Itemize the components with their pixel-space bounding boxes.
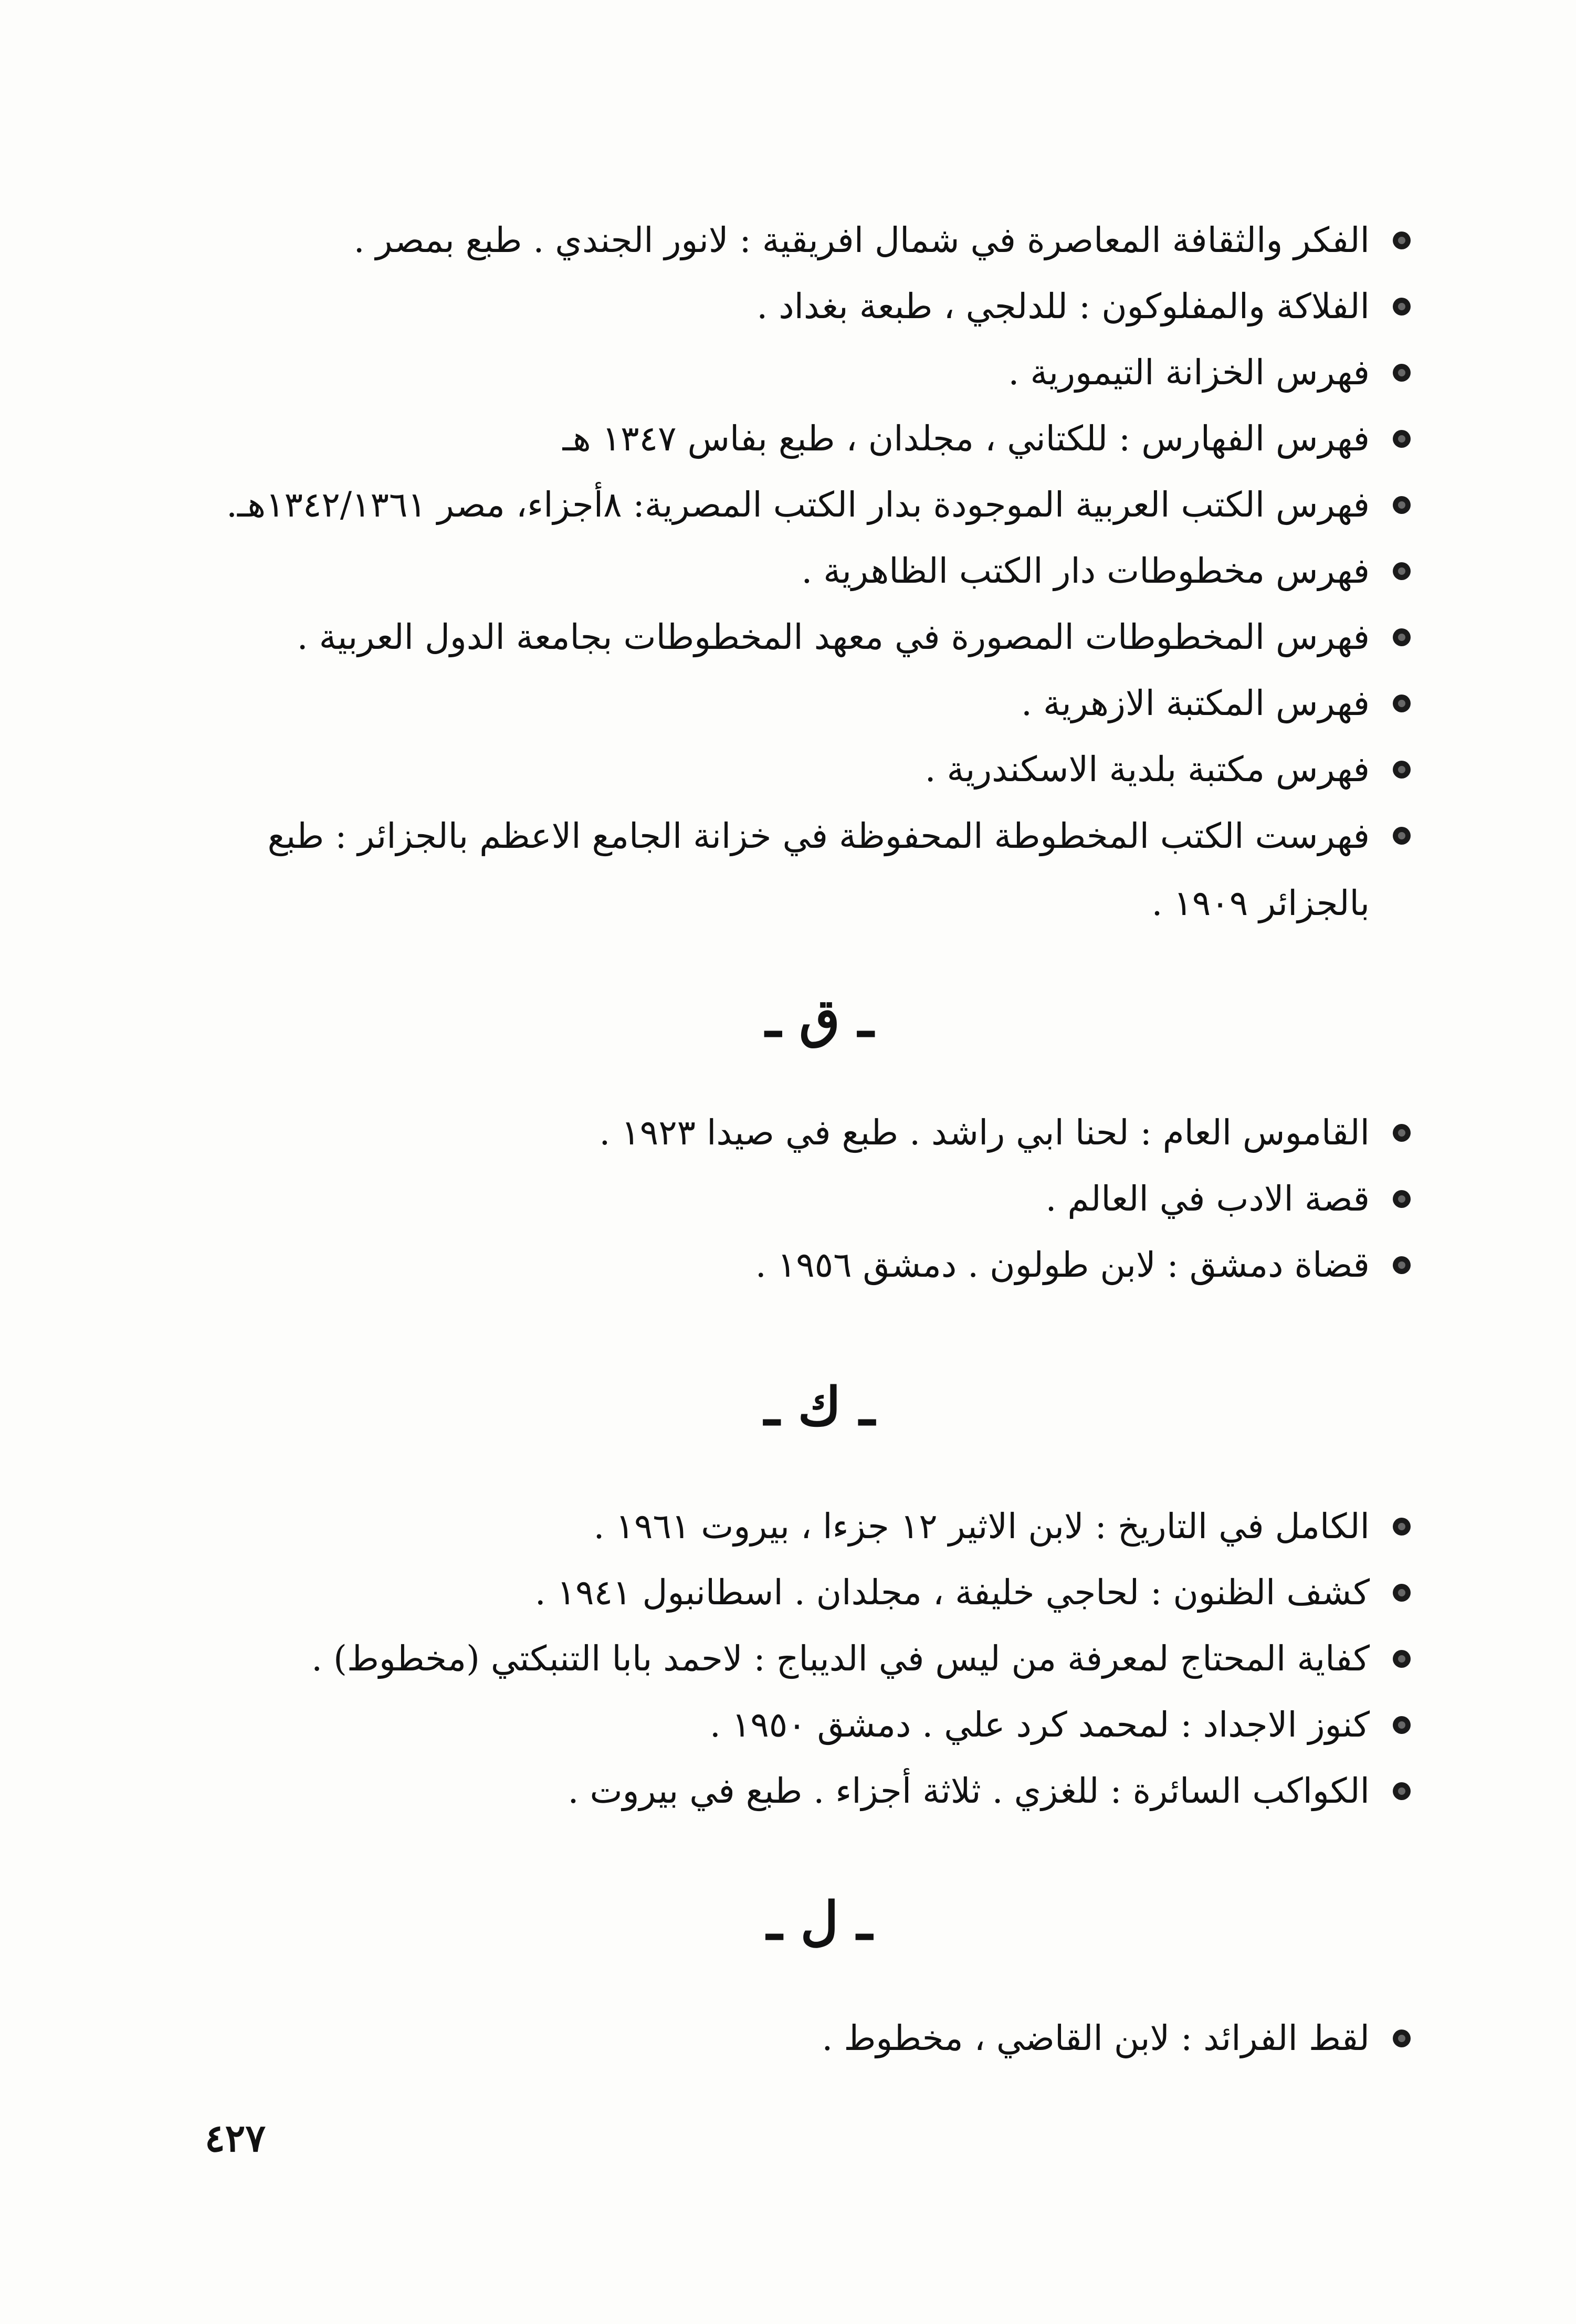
list-item: كنوز الاجداد : لمحمد كرد علي . دمشق ١٩٥٠ . [151, 1692, 1411, 1758]
section-qaf-list [151, 1100, 1411, 1298]
list-item: كفاية المحتاج لمعرفة من ليس في الديباج : لاحمد بابا التنبكتي (مخطوط) . [151, 1626, 1411, 1692]
list-item: فهرس المكتبة الازهرية . [151, 670, 1411, 737]
bullet-icon [1393, 298, 1411, 316]
list-item: قضاة دمشق : لابن طولون . دمشق ١٩٥٦ . [151, 1232, 1411, 1298]
bullet-icon [1393, 1124, 1411, 1142]
bullet-icon [1393, 1782, 1411, 1800]
list-item: فهرس الخزانة التيمورية . [151, 340, 1411, 406]
section-heading-qaf: ـ ق ـ [765, 987, 874, 1049]
bullet-icon [1393, 1518, 1411, 1536]
list-item: كشف الظنون : لحاجي خليفة ، مجلدان . اسطانبول ١٩٤١ . [151, 1560, 1411, 1626]
list-item: الفكر والثقافة المعاصرة في شمال افريقية : لانور الجندي . طبع بمصر . [151, 207, 1411, 274]
bullet-icon [1393, 1190, 1411, 1208]
list-item: الكامل في التاريخ : لابن الاثير ١٢ جزءا ، بيروت ١٩٦١ . [151, 1494, 1411, 1560]
list-item: فهرس الكتب العربية الموجودة بدار الكتب المصرية: ٨أجزاء، مصر ١٣٤٢/١٣٦١هـ. [151, 472, 1411, 538]
bullet-icon [1393, 364, 1411, 382]
list-item: فهرس المخطوطات المصورة في معهد المخطوطات بجامعة الدول العربية . [151, 604, 1411, 670]
page-number: ٤٢٧ [205, 2116, 266, 2160]
list-item: قصة الادب في العالم . [151, 1166, 1411, 1232]
section-heading-kaf: ـ ك ـ [764, 1375, 875, 1437]
bullet-icon [1393, 628, 1411, 646]
list-item: القاموس العام : لحنا ابي راشد . طبع في صيدا ١٩٢٣ . [151, 1100, 1411, 1166]
bullet-icon [1393, 496, 1411, 514]
list-item: فهرس مخطوطات دار الكتب الظاهرية . [151, 538, 1411, 604]
list-item: فهرست الكتب المخطوطة المحفوظة في خزانة الجامع الاعظم بالجزائر : طبع بالجزائر ١٩٠٩ . [151, 803, 1411, 937]
section-fa-list [151, 207, 1411, 937]
section-lam-list [151, 2005, 1411, 2071]
bullet-icon [1393, 1650, 1411, 1668]
list-item: الفلاكة والمفلوكون : للدلجي ، طبعة بغداد . [151, 274, 1411, 340]
section-kaf-list [151, 1494, 1411, 1824]
list-item: فهرس مكتبة بلدية الاسكندرية . [151, 737, 1411, 803]
bullet-icon [1393, 827, 1411, 845]
bullet-icon [1393, 1716, 1411, 1734]
list-item: فهرس الفهارس : للكتاني ، مجلدان ، طبع بفاس ١٣٤٧ هـ [151, 406, 1411, 472]
bullet-icon [1393, 1584, 1411, 1602]
bullet-icon [1393, 761, 1411, 779]
bullet-icon [1393, 562, 1411, 580]
bullet-icon [1393, 1256, 1411, 1274]
bullet-icon [1393, 430, 1411, 448]
bullet-icon [1393, 2029, 1411, 2047]
list-item: لقط الفرائد : لابن القاضي ، مخطوط . [151, 2005, 1411, 2071]
bullet-icon [1393, 695, 1411, 712]
section-heading-lam: ـ ل ـ [766, 1890, 873, 1952]
list-item: الكواكب السائرة : للغزي . ثلاثة أجزاء . طبع في بيروت . [151, 1758, 1411, 1824]
bullet-icon [1393, 232, 1411, 249]
